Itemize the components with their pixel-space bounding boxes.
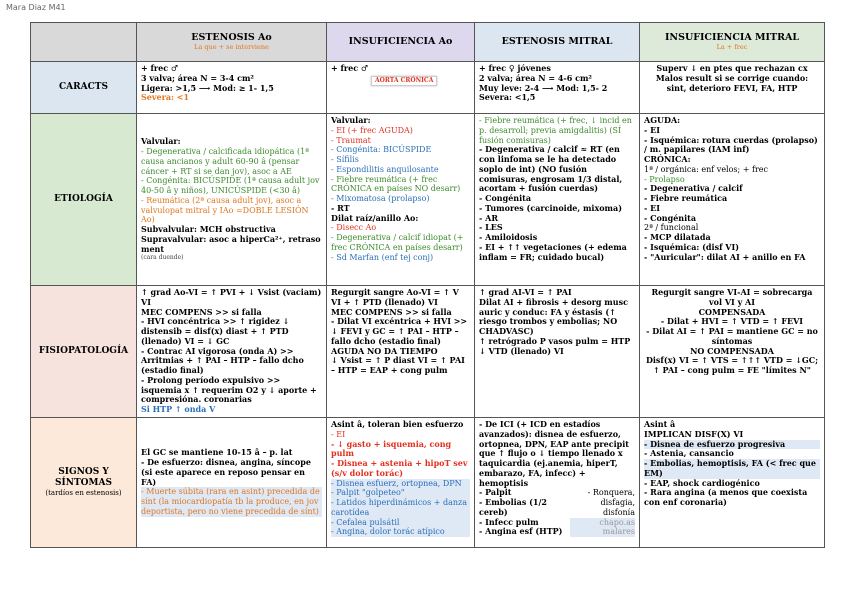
text-line: Severa: <1,5 xyxy=(479,92,536,103)
cell-fisio-ia xyxy=(327,286,475,418)
text-line: NO COMPENSADA xyxy=(690,345,774,356)
header-empty xyxy=(31,23,137,62)
row-label-signos xyxy=(31,418,137,548)
cell-signos-im xyxy=(640,418,825,548)
text-line: ↑ grad Ao-VI = ↑ PVI + ↓ Vsist (vaciam) VI xyxy=(141,287,322,307)
text-mod: Mod: ≥ 1- 1,5 xyxy=(213,82,274,93)
text-line: Subvalvular: MCH obstructiva xyxy=(141,224,276,235)
text-line: - Ronquera, xyxy=(587,488,635,498)
text-line: Valvular: xyxy=(331,115,371,125)
text-line: - ↓ gasto + isquemia, cong pulm xyxy=(331,438,452,459)
text-line: - Congénita: BICÚSPIDE (1ª causa adult jov 40-50 â y niños), UNICÚSPIDE (<30 â) xyxy=(141,176,320,196)
text-line: - Rara angina (a menos que coexista con enf coronaria) xyxy=(644,487,808,507)
cell-fisio-im xyxy=(640,286,825,418)
cell-caracts-ia xyxy=(327,62,475,114)
aorta-cronica-image: AORTA CRÓNICA xyxy=(371,76,437,87)
cell-signos-em xyxy=(475,418,640,548)
text-line: - Angina esf (HTP) xyxy=(479,526,563,537)
text-line: - Degenerativa / calcificada idiopática (1ª causa ancianos y adult 60-90 â (pensar cáncer + RT si se dan jov), asoc a AE xyxy=(141,147,309,176)
text-line: - Palpit xyxy=(479,487,512,498)
text-line: ↑ grad AI-VI = ↑ PAI xyxy=(479,287,572,297)
text-line: - Degenerativa / calcif xyxy=(644,183,743,194)
cell-caracts-ea xyxy=(137,62,327,114)
text-line: Disf(x) VI = ↑ VTS = ↑↑↑ VTD = ↓GC; ↑ PAI – cong pulm = FE "límites N" xyxy=(645,355,819,375)
text-line: - Embolias, hemoptisis, FA (< frec que EM) xyxy=(644,459,820,479)
header-insuficiencia-ao xyxy=(327,23,475,62)
text-line: - Congénita: BICÚSPIDE xyxy=(331,145,432,155)
row-fisiopatologia xyxy=(31,286,825,418)
text-line: Asint â xyxy=(644,419,676,429)
signos-em-left xyxy=(479,488,570,537)
header-insuficiencia-mitral xyxy=(640,23,825,62)
header-subtitle: La + frec xyxy=(716,43,748,52)
valvulopatias-table xyxy=(30,22,825,548)
text-line: Dilat AI + fibrosis + desorg musc auric y conduc: FA y éstasis (↑ riesgo trombos y embolias; NO CHADVASC) xyxy=(479,296,628,336)
row-label-text: SIGNOS Y SÍNTOMAS xyxy=(55,467,112,489)
text-line: + frec ♂ xyxy=(331,63,369,73)
text-line: - Embolias (1/2 cereb) xyxy=(479,497,547,517)
text-line: - HVI concéntrica >> ↑ rigidez ↓ distensib = disf(x) diast + ↑ PTD (llenado) VI = ↓ GC xyxy=(141,316,290,346)
header-title: INSUFICIENCIA MITRAL xyxy=(664,31,800,43)
text-line: CRÓNICA: xyxy=(644,154,691,164)
arrow-icon: ⟶ xyxy=(541,82,554,93)
text-line: - EI xyxy=(331,429,346,439)
text-line: - Congénita xyxy=(644,212,697,223)
text-line: AGUDA NO DA TIEMPO xyxy=(331,345,438,356)
text-line: Regurgit sangre Ao-VI = ↑ V VI + ↑ PTD (llenado) VI xyxy=(331,287,459,307)
text-line: AGUDA: xyxy=(644,115,681,125)
text-line: - Dilat + HVI = ↑ VTD = ↑ FEVI xyxy=(660,316,804,327)
cell-fisio-em xyxy=(475,286,640,418)
text-line: - Isquémica: (disf VI) xyxy=(644,241,740,252)
text-line: - Fiebre reumática xyxy=(644,193,728,203)
text-line: Valvular: xyxy=(141,136,181,147)
text-line: 2ª / funcional xyxy=(644,223,699,233)
text-line: Dilat raíz/anillo Ao: xyxy=(331,212,419,223)
text-line: Supravalvular: asoc a hiperCa²⁺, retraso ment xyxy=(141,233,321,254)
text-line: - Angina, dolor torác atípico xyxy=(331,527,470,537)
row-label-caracts: CARACTS xyxy=(31,62,137,114)
text-line: MEC COMPENS >> si falla xyxy=(331,306,452,317)
text-line: sint, deterioro FEVI, FA, HTP xyxy=(666,82,798,93)
arrow-icon: ⟶ xyxy=(198,82,211,93)
text-line: - Fiebre reumática (+ frec, ↓ incid en p. desarroll; previa amigdalitis) (SÍ fusión comisuras) xyxy=(479,116,632,145)
header-estenosis-ao xyxy=(137,23,327,62)
text-line: COMPENSADA xyxy=(698,306,766,317)
author-label: Mara Diaz M41 xyxy=(6,3,66,12)
text-line: - Fiebre reumática (+ frec CRÓNICA en países NO desarr) xyxy=(331,174,461,194)
text-line: ↑ retrógrado P vasos pulm = HTP xyxy=(479,335,631,346)
row-caracts xyxy=(31,62,825,114)
text-line: 2 valva; área N = 4-6 cm² xyxy=(479,72,592,83)
text-line: + frec ♂ xyxy=(141,63,179,73)
text-line: - Dilat VI excéntrica + HVI >> ↓ FEVI y GC = ↑ PAI – HTP – fallo dcho (estadio final) xyxy=(331,316,468,346)
text-line: IMPLICAN DISF(X) VI xyxy=(644,428,744,439)
text-line: Asint â, toleran bien esfuerzo xyxy=(331,419,464,429)
text-line: - Isquémica: rotura cuerdas (prolapso) / m. papilares (IAM inf) xyxy=(644,134,818,155)
text-line: El GC se mantiene 10-15 â – p. lat xyxy=(141,447,293,458)
cell-etiologia-ea xyxy=(137,114,327,286)
text-line: ↓ VTD (llenado) VI xyxy=(479,345,564,356)
text-line: - Disnea de esfuerzo progresiva xyxy=(644,440,820,450)
text-line: - Muerte súbita (rara en asint) precedida de sínt (la miocardiopatía tb la produce, en jov deportista, pero no viene precedida de sínt) xyxy=(141,487,322,516)
header-subtitle: La que + se interviene xyxy=(194,43,269,52)
signos-em-columns xyxy=(479,488,635,537)
row-sublabel: (tardíos en estenosis) xyxy=(45,489,122,498)
text-line: chapo.as malares xyxy=(570,518,635,538)
text-line: - Contrac AI vigorosa (onda A) >> Arritmias + ↑ PAI – HTP – fallo dcho (estadio final) xyxy=(141,345,304,375)
text-line: - Sífilis xyxy=(331,155,359,164)
row-signos xyxy=(31,418,825,548)
text-line: - MCP dilatada xyxy=(644,232,711,242)
text-line: - Palpit "golpeteo" xyxy=(331,488,470,498)
text-line: - Astenia, cansancio xyxy=(644,448,734,459)
text-line: - EAP, shock cardiogénico xyxy=(644,477,760,488)
header-estenosis-mitral xyxy=(475,23,640,62)
text-line: - EI xyxy=(644,124,660,135)
text-line: - Tumores (carcinoide, mixoma) xyxy=(479,202,622,213)
text-line: - Espondilitis anquilosante xyxy=(331,164,439,174)
text-line: + frec ♀ jóvenes xyxy=(479,63,551,73)
header-title: ESTENOSIS MITRAL xyxy=(501,36,613,48)
text-line: - "Auricular": dilat AI + anillo en FA xyxy=(644,251,806,262)
cell-fisio-ea xyxy=(137,286,327,418)
text-line: - Disnea esfuerz, ortopnea, DPN xyxy=(331,479,470,489)
text-line: MEC COMPENS >> si falla xyxy=(141,306,262,317)
text-line: Superv ↓ en ptes que rechazan cx xyxy=(656,63,808,73)
text-ligera: Ligera: >1,5 xyxy=(141,82,197,93)
text-line: - Reumática (2ª causa adult jov), asoc a valvulopat mitral y IAo =DOBLE LESIÓN Ao) xyxy=(141,195,309,225)
text-line: - EI (+ frec AGUDA) xyxy=(331,125,413,135)
text-line: - Disecc Ao xyxy=(331,223,377,233)
text-line: - Mixomatosa (prolapso) xyxy=(331,194,430,203)
text-line: disfonía xyxy=(602,507,635,517)
text-line: - Degenerativa / calcif idiopat (+ frec CRÓNICA en países desarr) xyxy=(331,233,464,252)
cell-etiologia-ia xyxy=(327,114,475,286)
cell-signos-ea xyxy=(137,418,327,548)
cell-caracts-im xyxy=(640,62,825,114)
row-label-fisiopatologia: FISIOPATOLOGÍA xyxy=(31,286,137,418)
text-line: - Infecc pulm xyxy=(479,516,539,527)
text-line: (cara duende) xyxy=(141,254,184,262)
text-line: - AR xyxy=(479,212,498,223)
text-line: - EI + ↑↑ vegetaciones (+ edema inflam = FR; cuidado bucal) xyxy=(479,241,627,262)
text-line: - Disnea + astenia + hipoT sev (s/v dolor torác) xyxy=(331,458,468,478)
header-row xyxy=(31,23,825,62)
text-line: - Prolong período expulsivo >> isquemia x ↑ requerim O2 y ↓ aporte + compresióna. coronarias xyxy=(141,374,317,405)
text-line: Si HTP ↑ onda V xyxy=(141,404,216,414)
text-line: - Cefalea pulsátil xyxy=(331,518,470,528)
text-line: - Congénita xyxy=(479,193,532,203)
row-label-etiologia: ETIOLOGÍA xyxy=(31,114,137,286)
header-title: ESTENOSIS Ao xyxy=(191,31,272,43)
text-line: 3 valva; área N = 3-4 cm² xyxy=(141,72,254,83)
text-line: Regurgit sangre VI-AI = sobrecarga vol VI y AI xyxy=(651,287,813,307)
text-line: - De ICI (+ ICD en estadíos avanzados): disnea de esfuerzo, ortopnea, DPN, EAP ante precipit que ↑ flujo o ↓ tiempo llenado x taquicardia (ej.anemia, hiperT, embarazo, FA, infecc) + hemoptisis xyxy=(479,419,629,488)
text-line: - Latidos hiperdinámicos + danza carotídea xyxy=(331,498,470,518)
cell-etiologia-im xyxy=(640,114,825,286)
text-mod: Mod: 1,5- 2 xyxy=(556,82,608,93)
text-line: - LES xyxy=(479,222,503,233)
text-line: - EI xyxy=(644,202,660,213)
text-line: ↓ Vsist = ↑ P diast VI = ↑ PAI – HTP = EAP + cong pulm xyxy=(331,355,465,375)
text-line: Malos result si se corrige cuando: xyxy=(655,72,809,83)
header-title: INSUFICIENCIA Ao xyxy=(348,36,453,48)
signos-em-right xyxy=(570,488,635,537)
text-line: disfagia, xyxy=(600,498,635,507)
text-line: - RT xyxy=(331,202,350,213)
text-line: - Prolapso xyxy=(644,174,685,184)
text-muy-leve: Muy leve: 2-4 xyxy=(479,82,540,93)
text-line: - De esfuerzo: disnea, angina, síncope (si este aparece en reposo pensar en FA) xyxy=(141,457,311,487)
cell-caracts-em xyxy=(475,62,640,114)
text-line: - Dilat AI = ↑ PAI = mantiene GC = no síntomas xyxy=(646,326,818,346)
text-line: - Sd Marfan (enf tej conj) xyxy=(331,252,434,262)
cell-signos-ia xyxy=(327,418,475,548)
text-line: 1ª / orgánica: enf velos; + frec xyxy=(644,164,769,174)
text-line: - Degenerativa / calcif ≈ RT (en con linfoma se le ha detectado soplo de int) (NO fusión comisuras, engrosam 1/3 distal, acortam + fusión cuerdas) xyxy=(479,144,623,194)
row-etiologia xyxy=(31,114,825,286)
cell-etiologia-em xyxy=(475,114,640,286)
text-line: Severa: <1 xyxy=(141,92,190,103)
text-line: - Amiloidosis xyxy=(479,232,538,242)
text-line: - Traumat xyxy=(331,135,371,145)
